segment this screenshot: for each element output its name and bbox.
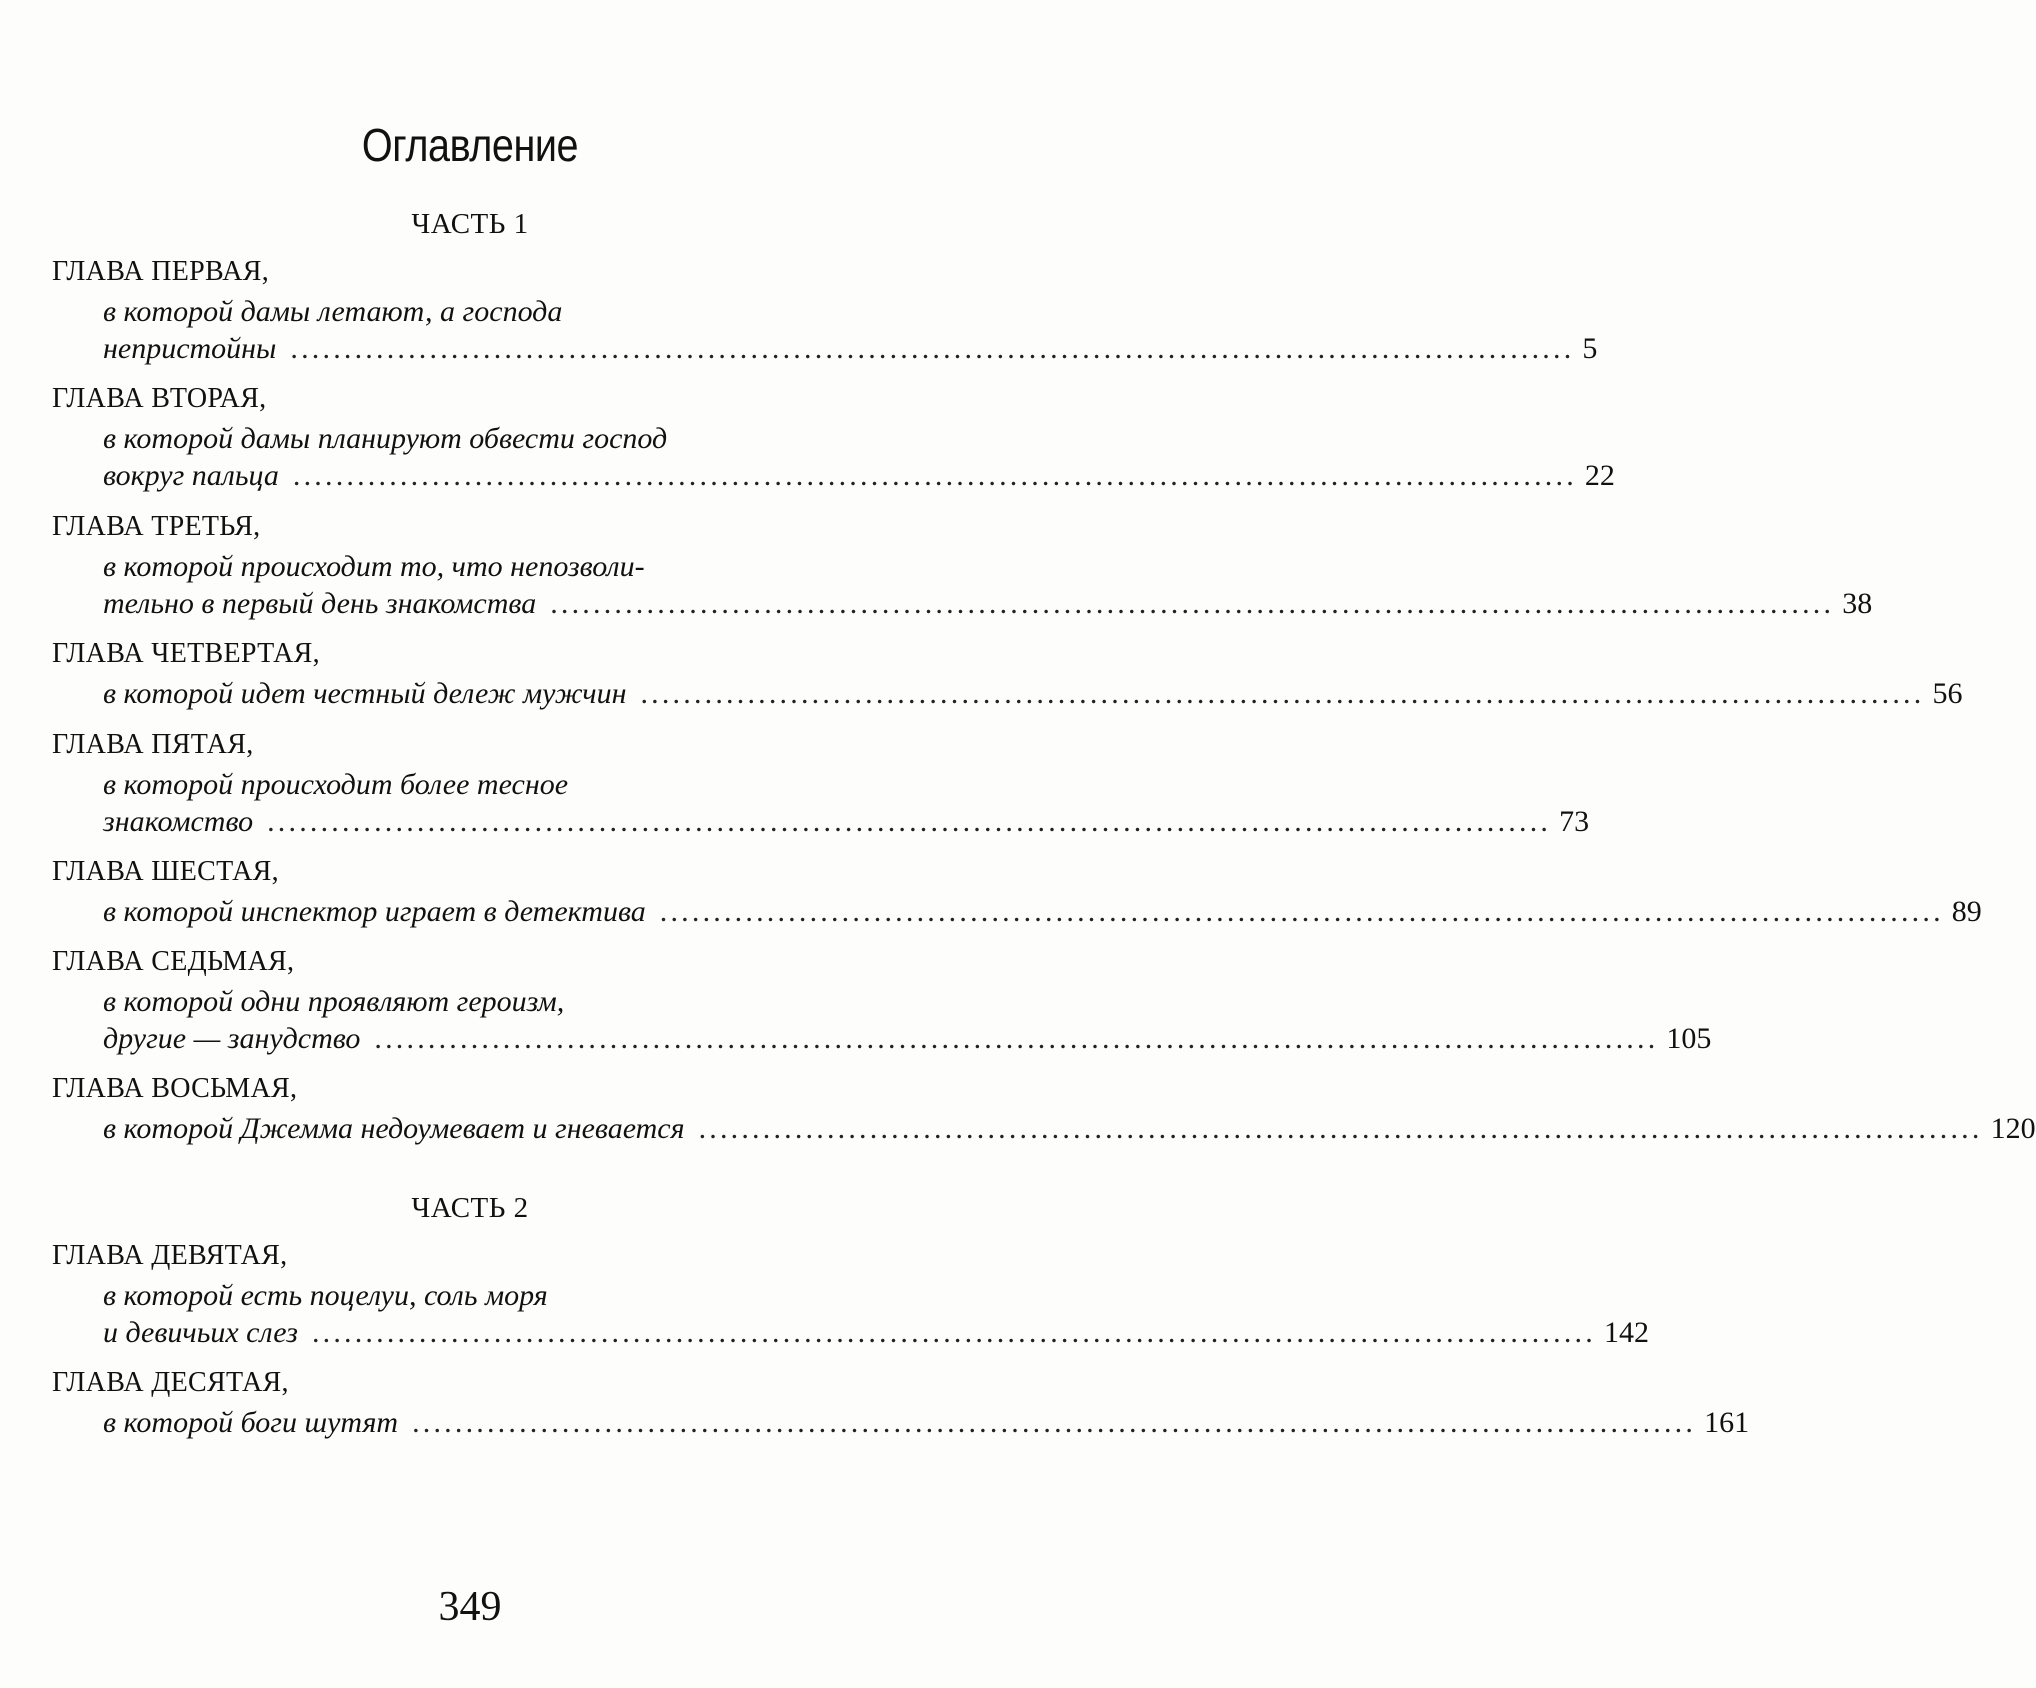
chapter-heading: ГЛАВА СЕДЬМАЯ, <box>52 946 295 977</box>
chapter-heading: ГЛАВА ШЕСТАЯ, <box>52 856 279 887</box>
page-number: 120 <box>1990 1112 2036 1145</box>
page-folio: 349 <box>438 1584 502 1630</box>
part-2-heading: ЧАСТЬ 2 <box>411 1192 529 1224</box>
toc-entry <box>103 1112 2036 1152</box>
page-number: 142 <box>1603 1316 1649 1349</box>
chapter-heading: ГЛАВА ПЕРВАЯ, <box>52 256 270 287</box>
dot-leader: ........................................................................................................................ <box>698 1112 1983 1145</box>
chapter-heading: ГЛАВА ВОСЬМАЯ, <box>52 1073 298 1104</box>
chapter-description: в которой происходит более тесное <box>103 768 569 801</box>
dot-leader: ........................................................................................................................ <box>640 677 1925 710</box>
dot-leader: ........................................................................................................................ <box>550 587 1835 620</box>
page-number: 105 <box>1666 1022 1712 1055</box>
page-number: 161 <box>1704 1406 1750 1439</box>
chapter-heading: ГЛАВА ДЕСЯТАЯ, <box>52 1367 289 1398</box>
chapter-heading: ГЛАВА ДЕВЯТАЯ, <box>52 1240 288 1271</box>
dot-leader: ........................................................................................................................ <box>311 1316 1596 1349</box>
toc-entry <box>103 332 1598 372</box>
chapter-heading: ГЛАВА ПЯТАЯ, <box>52 729 254 760</box>
toc-entry <box>103 1316 1649 1356</box>
toc-entry <box>103 677 1963 717</box>
chapter-description: знакомство <box>103 805 254 838</box>
chapter-description: в которой боги шутят <box>103 1406 399 1439</box>
chapter-description: в которой есть поцелуи, соль моря <box>103 1279 548 1312</box>
chapter-description: другие — занудство <box>103 1022 361 1055</box>
chapter-description: вокруг пальца <box>103 459 279 492</box>
chapter-description: в которой происходит то, что непозволи- <box>103 550 645 583</box>
dot-leader: ........................................................................................................................ <box>267 805 1552 838</box>
dot-leader: ........................................................................................................................ <box>374 1022 1659 1055</box>
page-number: 89 <box>1951 895 1982 928</box>
chapter-description: тельно в первый день знакомства <box>103 587 537 620</box>
toc-entry <box>103 805 1590 845</box>
page-number: 5 <box>1582 332 1598 365</box>
chapter-heading: ГЛАВА ЧЕТВЕРТАЯ, <box>52 638 320 669</box>
chapter-description: в которой дамы планируют обвести господ <box>103 422 668 455</box>
toc-entry <box>103 895 1982 935</box>
page-number: 73 <box>1559 805 1590 838</box>
toc-entry <box>103 1406 1750 1446</box>
page-number: 22 <box>1584 459 1615 492</box>
toc-entry <box>103 1022 1712 1062</box>
dot-leader: ........................................................................................................................ <box>290 332 1575 365</box>
chapter-description: в которой Джемма недоумевает и гневается <box>103 1112 685 1145</box>
dot-leader: ........................................................................................................................ <box>659 895 1944 928</box>
dot-leader: ........................................................................................................................ <box>292 459 1577 492</box>
chapter-description: в которой одни проявляют героизм, <box>103 985 565 1018</box>
chapter-description: в которой инспектор играет в детектива <box>103 895 646 928</box>
page-title: Оглавление <box>361 119 579 171</box>
chapter-heading: ГЛАВА ВТОРАЯ, <box>52 383 267 414</box>
page-number: 38 <box>1842 587 1873 620</box>
toc-entry <box>103 459 1615 499</box>
chapter-description: в которой идет честный дележ мужчин <box>103 677 627 710</box>
chapter-heading: ГЛАВА ТРЕТЬЯ, <box>52 511 261 542</box>
toc-entry <box>103 587 1873 627</box>
chapter-description: и девичьих слез <box>103 1316 298 1349</box>
page-number: 56 <box>1932 677 1963 710</box>
chapter-description: в которой дамы летают, а господа <box>103 295 563 328</box>
part-1-heading: ЧАСТЬ 1 <box>411 208 529 240</box>
dot-leader: ........................................................................................................................ <box>412 1406 1697 1439</box>
chapter-description: непристойны <box>103 332 277 365</box>
